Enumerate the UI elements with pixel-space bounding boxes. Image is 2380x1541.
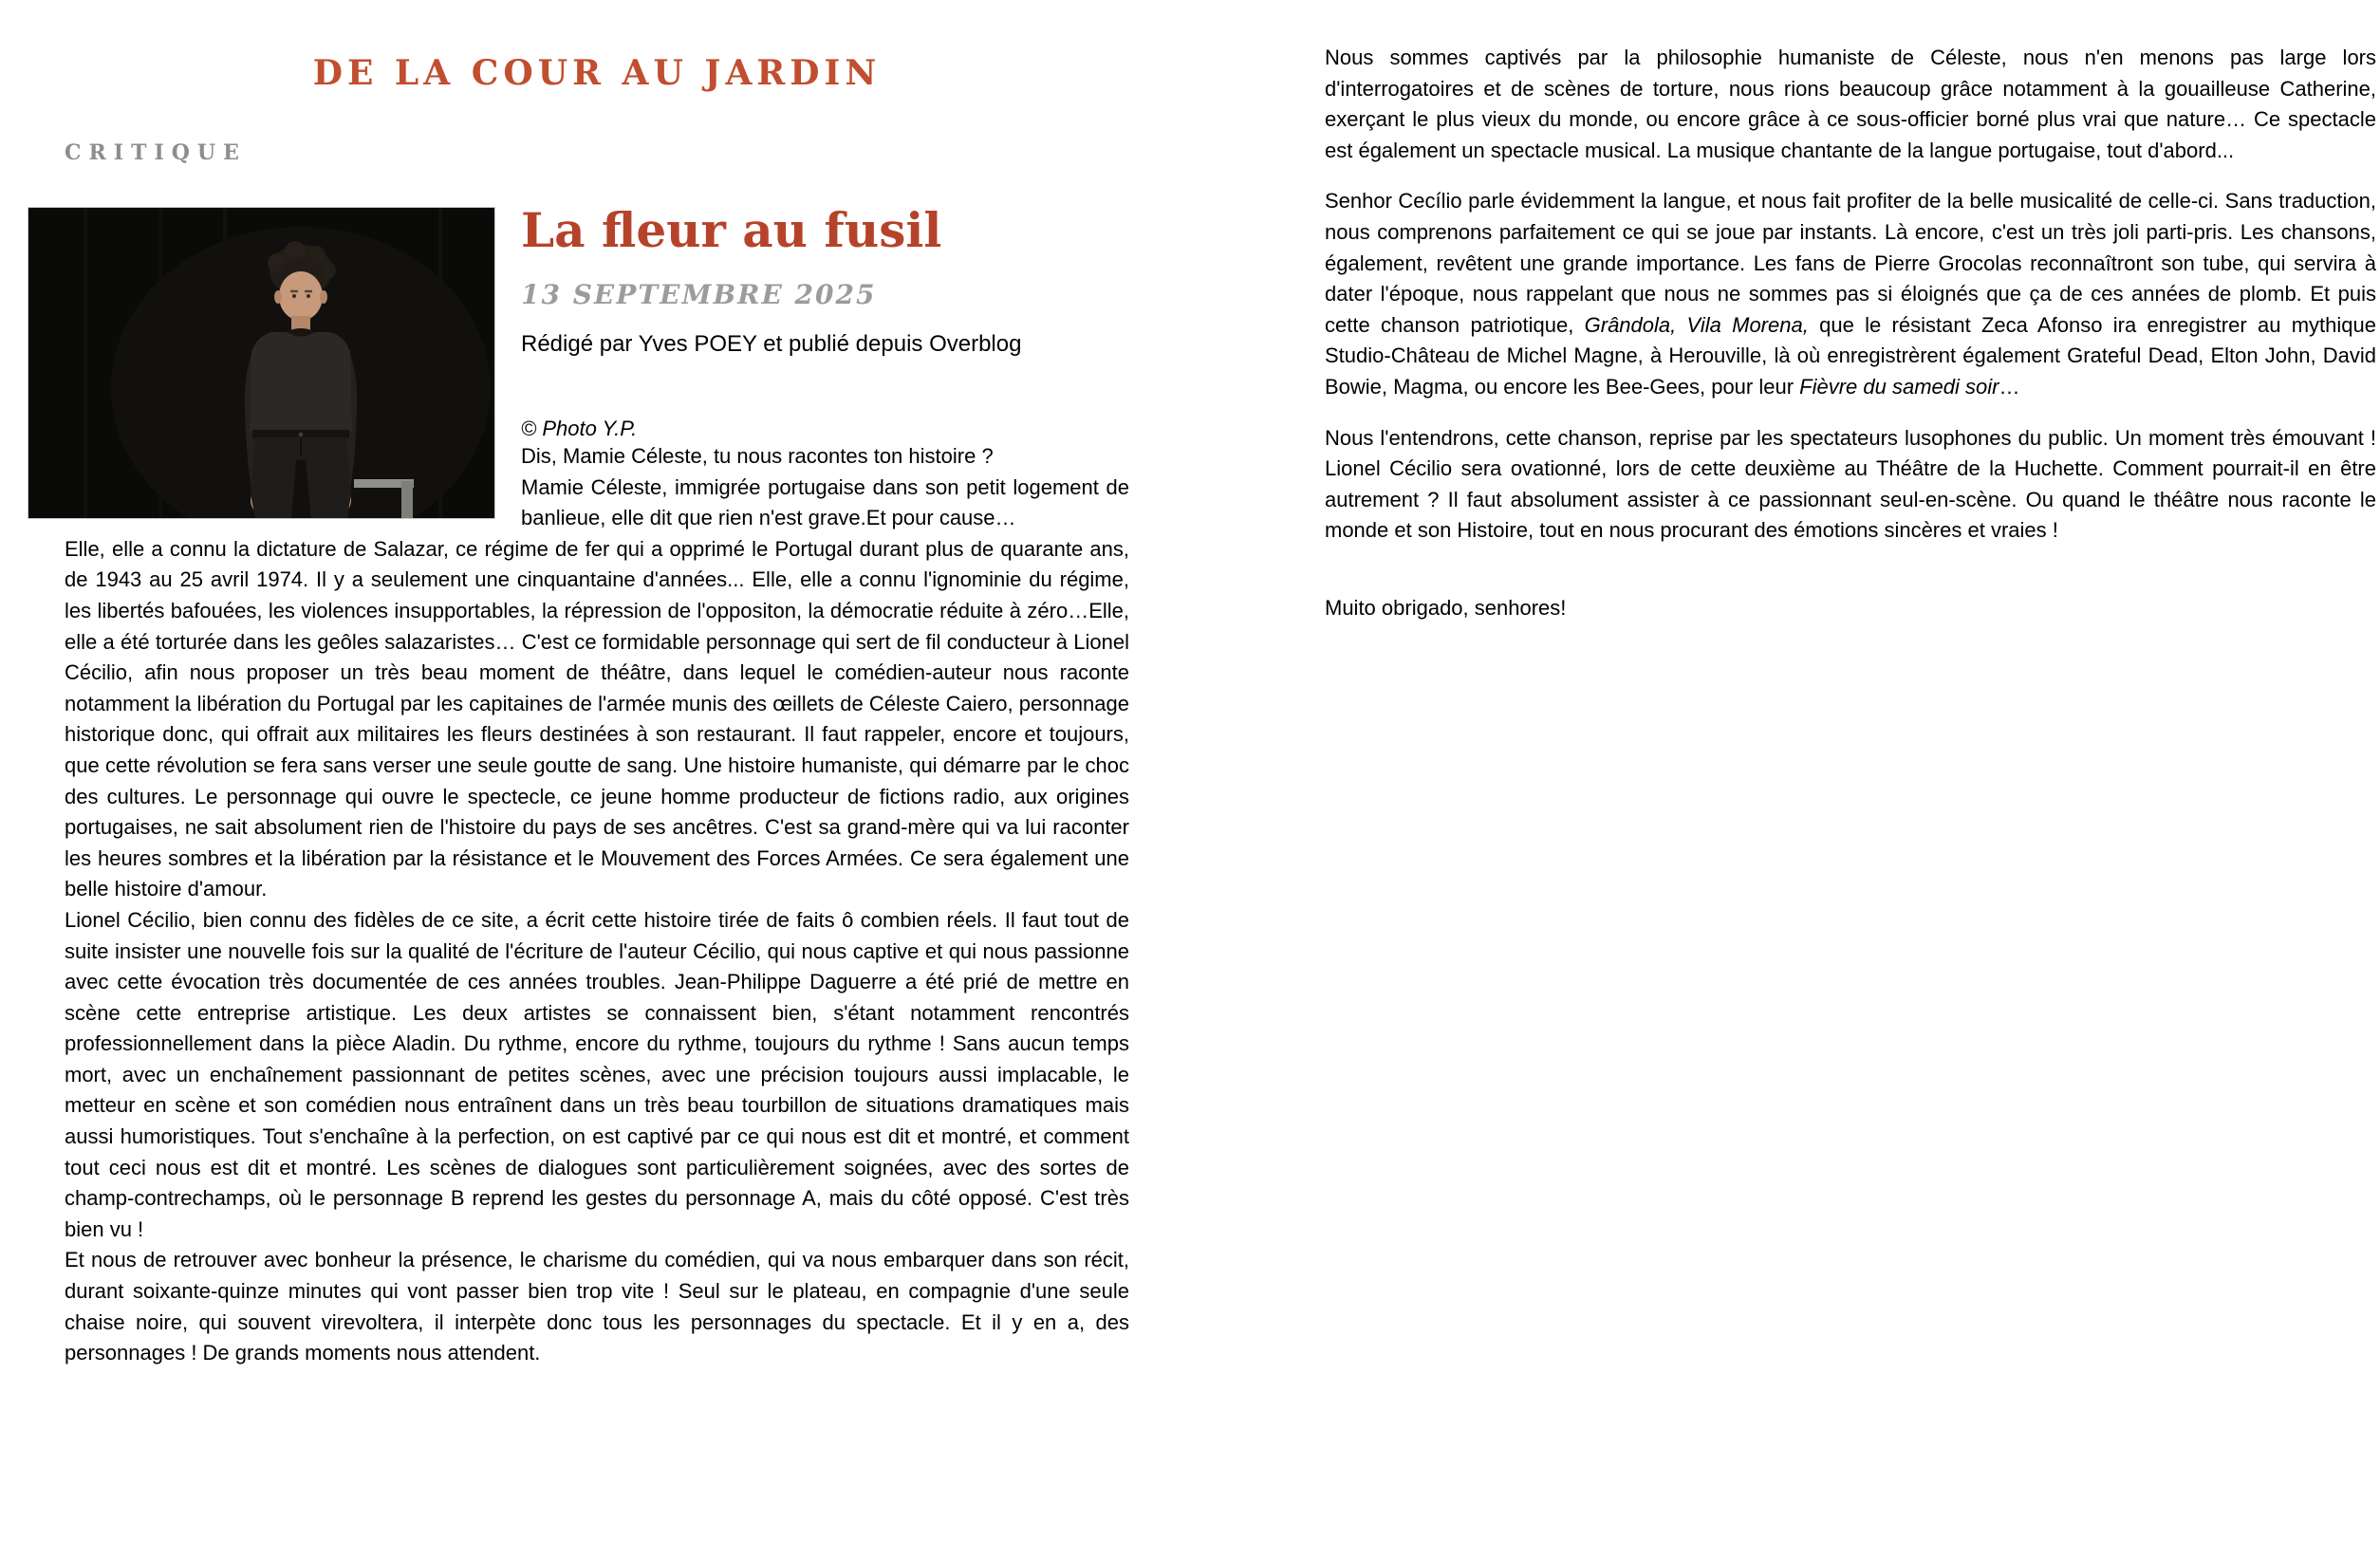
paragraph-history: Elle, elle a connu la dictature de Salazar, ce régime de fer qui a opprimé le Portugal durant plus de quarante ans, de 1943 au 25 avril 1974. Il y a seulement une cinquantaine d'années... Elle, elle a connu l'ignominie du régime, les libertés bafouées, les violences insupportables, la répression de l'oppositon, la démocratie réduite à zéro…Elle, elle a été torturée dans les geôles salazaristes… C'est ce formidable personnage qui sert de fil conducteur à Lionel Cécilio, afin nous proposer un très beau moment de théâtre, dans lequel le comédien-auteur nous raconte notamment la libération du Portugal par les capitaines de l'armée munis des œillets de Céleste Caiero, personnage historique donc, qui offrait aux militaires les fleurs destinées à son restaurant. Il faut rappeler, encore et toujours, que cette révolution se fera sans verser une seule goutte de sang. Une histoire humaniste, qui démarre par le choc des cultures. Le personnage qui ouvre le spectecle, ce jeune homme producteur de fictions radio, aux origines portugaises, ne sait absolument rien de l'histoire du pays de ses ancêtres. C'est sa grand-mère qui va lui raconter les heures sombres et la libération par la résistance et le Mouvement des Forces Armées. Ce sera également une belle histoire d'amour. xyxy=(65,536,1129,901)
site-masthead-title[interactable]: DE LA COUR AU JARDIN xyxy=(312,53,882,93)
paragraph-music-part5: … xyxy=(1999,374,2020,399)
left-column xyxy=(65,0,1129,1369)
paragraph-humanism: Nous sommes captivés par la philosophie humaniste de Céleste, nous n'en menons pas large lors d'interrogatoires et de scènes de torture, nous rions beaucoup grâce notamment à la gouailleuse Catherine, exerçant le plus vieux du monde, ou encore grâce à ce sous-officier borné plus vrai que nature… Ce spectacle est également un spectacle musical. La musique chantante de la langue portugaise, tout d'abord... xyxy=(1325,46,2376,162)
paragraph-music xyxy=(1325,186,2376,402)
paragraph-music-part3: que le résistant Zeca Afonso ira enregistrer au mythique Studio-Château de Michel Magne, à Herouville, là où enregistrèrent également Grateful Dead, Elton John, David Bowie, Magma, ou encore les Bee-Gees, pour leur xyxy=(1325,312,2377,399)
article-body xyxy=(65,202,1129,1369)
paragraph-music-italic-album-title: Fièvre du samedi soir xyxy=(1799,374,1999,399)
paragraph-question: Dis, Mamie Céleste, tu nous racontes ton histoire ? xyxy=(521,444,994,468)
paragraph-ovation: Nous l'entendrons, cette chanson, reprise par les spectateurs lusophones du public. Un moment très émouvant ! Lionel Cécilio sera ovationné, lors de cette deuxième au Théâtre de la Huchette. Comment pourrait-il en être autrement ? Il faut absolument assister à ce passionnant seul-en-scène. Ou quand le théâtre nous raconte le monde et son Histoire, tout en nous procurant des émotions sincères et vraies ! xyxy=(1325,425,2376,543)
paragraph-writing: Lionel Cécilio, bien connu des fidèles de ce site, a écrit cette histoire tirée de faits ô combien réels. Il faut tout de suite insister une nouvelle fois sur la qualité de l'écriture de l'auteur Cécilio, qui nous captive et qui nous passionne avec cette évocation très documentée de ces années troubles. Jean-Philippe Daguerre a été prié de mettre en scène cette entreprise artistique. Les deux artistes se connaissent bien, s'étant notamment rencontrés professionnellement dans la pièce Aladin. Du rythme, encore du rythme, toujours du rythme ! Sans aucun temps mort, avec un enchaînement passionnant de petites scènes, avec une précision toujours aussi implacable, le metteur en scène et son comédien nous entraînent dans un très beau tourbillon de situations dramatiques mais aussi humoristiques. Tout s'enchaîne à la perfection, on est captivé par ce qui nous est dit et montré, et comment tout ceci nous est dit et montré. Les scènes de dialogues sont particulièrement soignées, avec des sortes de champ-contrechamps, où le personnage B reprend les gestes du personnage A, mais du côté opposé. C'est très bien vu ! xyxy=(65,907,1129,1241)
paragraph-music-italic-song-title: Grândola, Vila Morena, xyxy=(1584,312,1809,337)
photo-credit: © Photo Y.P. xyxy=(521,417,638,440)
paragraph-intro: Mamie Céleste, immigrée portugaise dans son petit logement de banlieue, elle dit que rien n'est grave.Et pour cause… xyxy=(521,474,1129,530)
paragraph-performance: Et nous de retrouver avec bonheur la présence, le charisme du comédien, qui va nous embarquer dans son récit, durant soixante-quinze minutes qui vont passer bien trop vite ! Seul sur le plateau, en compagnie d'une seule chaise noire, qui souvent virevoltera, il interpète donc tous les personnages du spectacle. Et il y en a, des personnages ! De grands moments nous attendent. xyxy=(65,1248,1129,1365)
paragraph-signoff: Muito obrigado, senhores! xyxy=(1325,595,1567,620)
right-column xyxy=(1325,43,2376,624)
article-byline: Rédigé par Yves POEY et publié depuis Overblog xyxy=(521,331,1022,357)
article-photo xyxy=(28,207,495,519)
section-label: CRITIQUE xyxy=(65,140,247,165)
paragraph-music-part1: Senhor Cecílio parle évidemment la langue, et nous fait profiter de la belle musicalité de celle-ci. Sans traduction, nous comprenons parfaitement ce qui se joue par instants. Là encore, c'est un très joli parti-pris. Les chansons, également, revêtent une grande importance. Les fans de Pierre Grocolas reconnaîtront son tube, qui servira à dater l'époque, nous rappelant que nous ne sommes pas si éloignés que ça de ces années de plomb. Et puis cette chanson patriotique, xyxy=(1325,189,2376,337)
stage-photo-illustration xyxy=(28,208,494,518)
article-date: 13 SEPTEMBRE 2025 xyxy=(521,279,877,310)
article-title: La fleur au fusil xyxy=(521,202,942,258)
